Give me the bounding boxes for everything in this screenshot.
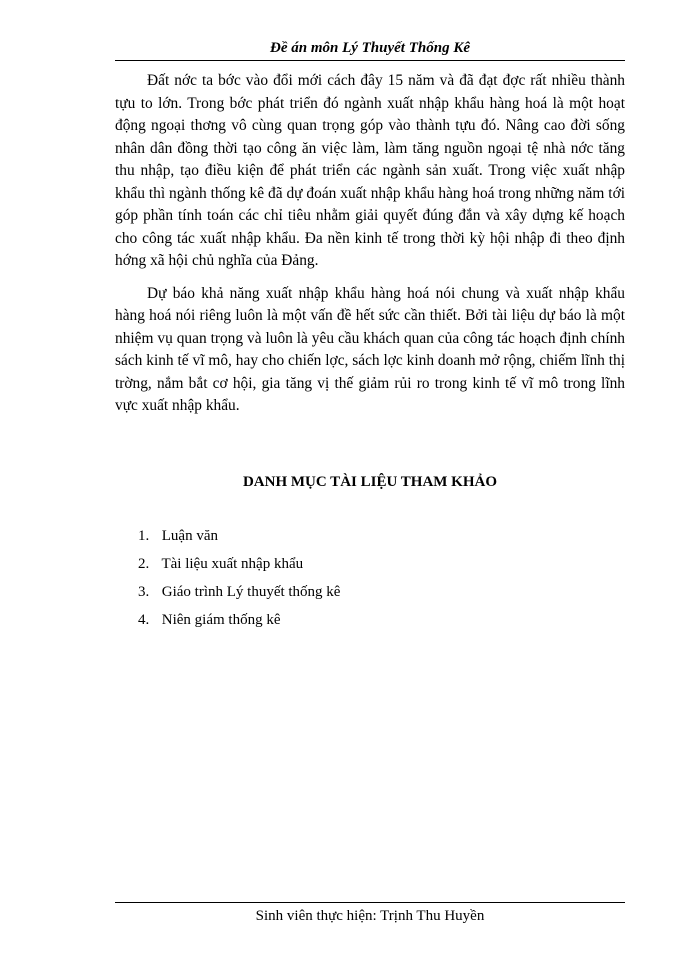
- list-item-number: 4.: [138, 612, 150, 628]
- list-item: [138, 553, 618, 581]
- paragraph: Dự báo khả năng xuất nhập khẩu hàng hoá nói chung và xuất nhập khẩu hàng hoá nói riêng luôn là một vấn đề hết sức cần thiết. Bởi tài liệu dự báo là một nhiệm vụ quan trọng và luôn là yêu cầu khách quan của công tác hoạch định chính sách kinh tế vĩ mô, hay cho chiến lợc, sách lợc kinh doanh mở rộng, chiếm lĩnh thị trờng, nắm bắt cơ hội, gia tăng vị thế giảm rủi ro trong kinh tế vĩ mô trong lĩnh vực xuất nhập khẩu.: [115, 284, 625, 414]
- list-item: [138, 525, 618, 553]
- page-header: [115, 38, 625, 61]
- references-title: DANH MỤC TÀI LIỆU THAM KHẢO: [242, 474, 498, 490]
- footer-text: Sinh viên thực hiện: Trịnh Thu Huyền: [255, 908, 485, 924]
- page-footer: [115, 902, 625, 926]
- references-list: [138, 525, 618, 637]
- list-item-text: Tài liệu xuất nhập khẩu: [161, 556, 304, 572]
- list-item-text: Niên giám thống kê: [161, 612, 281, 628]
- paragraph: Đất nớc ta bớc vào đổi mới cách đây 15 năm và đã đạt đợc rất nhiều thành tựu to lớn. Trong bớc phát triển đó ngành xuất nhập khẩu hàng hoá là một hoạt động ngoại thơng vô cùng quan trọng góp vào thành tựu đó. Nâng cao đời sống nhân dân đồng thời tạo công ăn việc làm, làm tăng nguồn ngoại tệ nhà nớc tăng thu nhập, tạo điều kiện để phát triển các ngành sản xuất. Trong việc xuất nhập khẩu thì ngành thống kê đã dự đoán xuất nhập khẩu hàng hoá trong những năm tới góp phần tính toán các chỉ tiêu nhằm giải quyết đúng đắn và xây dựng kế hoạch cho công tác xuất nhập khẩu. Đa nền kinh tế trong thời kỳ hội nhập đi theo định hớng xã hội chủ nghĩa của Đảng.: [115, 72, 625, 269]
- list-item-number: 3.: [138, 584, 150, 600]
- list-item-text: Luận văn: [161, 528, 218, 544]
- header-title: Đề án môn Lý Thuyết Thống Kê: [269, 40, 470, 56]
- list-item-text: Giáo trình Lý thuyết thống kê: [161, 584, 341, 600]
- list-item: [138, 609, 618, 637]
- body-text: [115, 70, 625, 428]
- list-item-number: 1.: [138, 528, 150, 544]
- list-item-number: 2.: [138, 556, 150, 572]
- list-item: [138, 581, 618, 609]
